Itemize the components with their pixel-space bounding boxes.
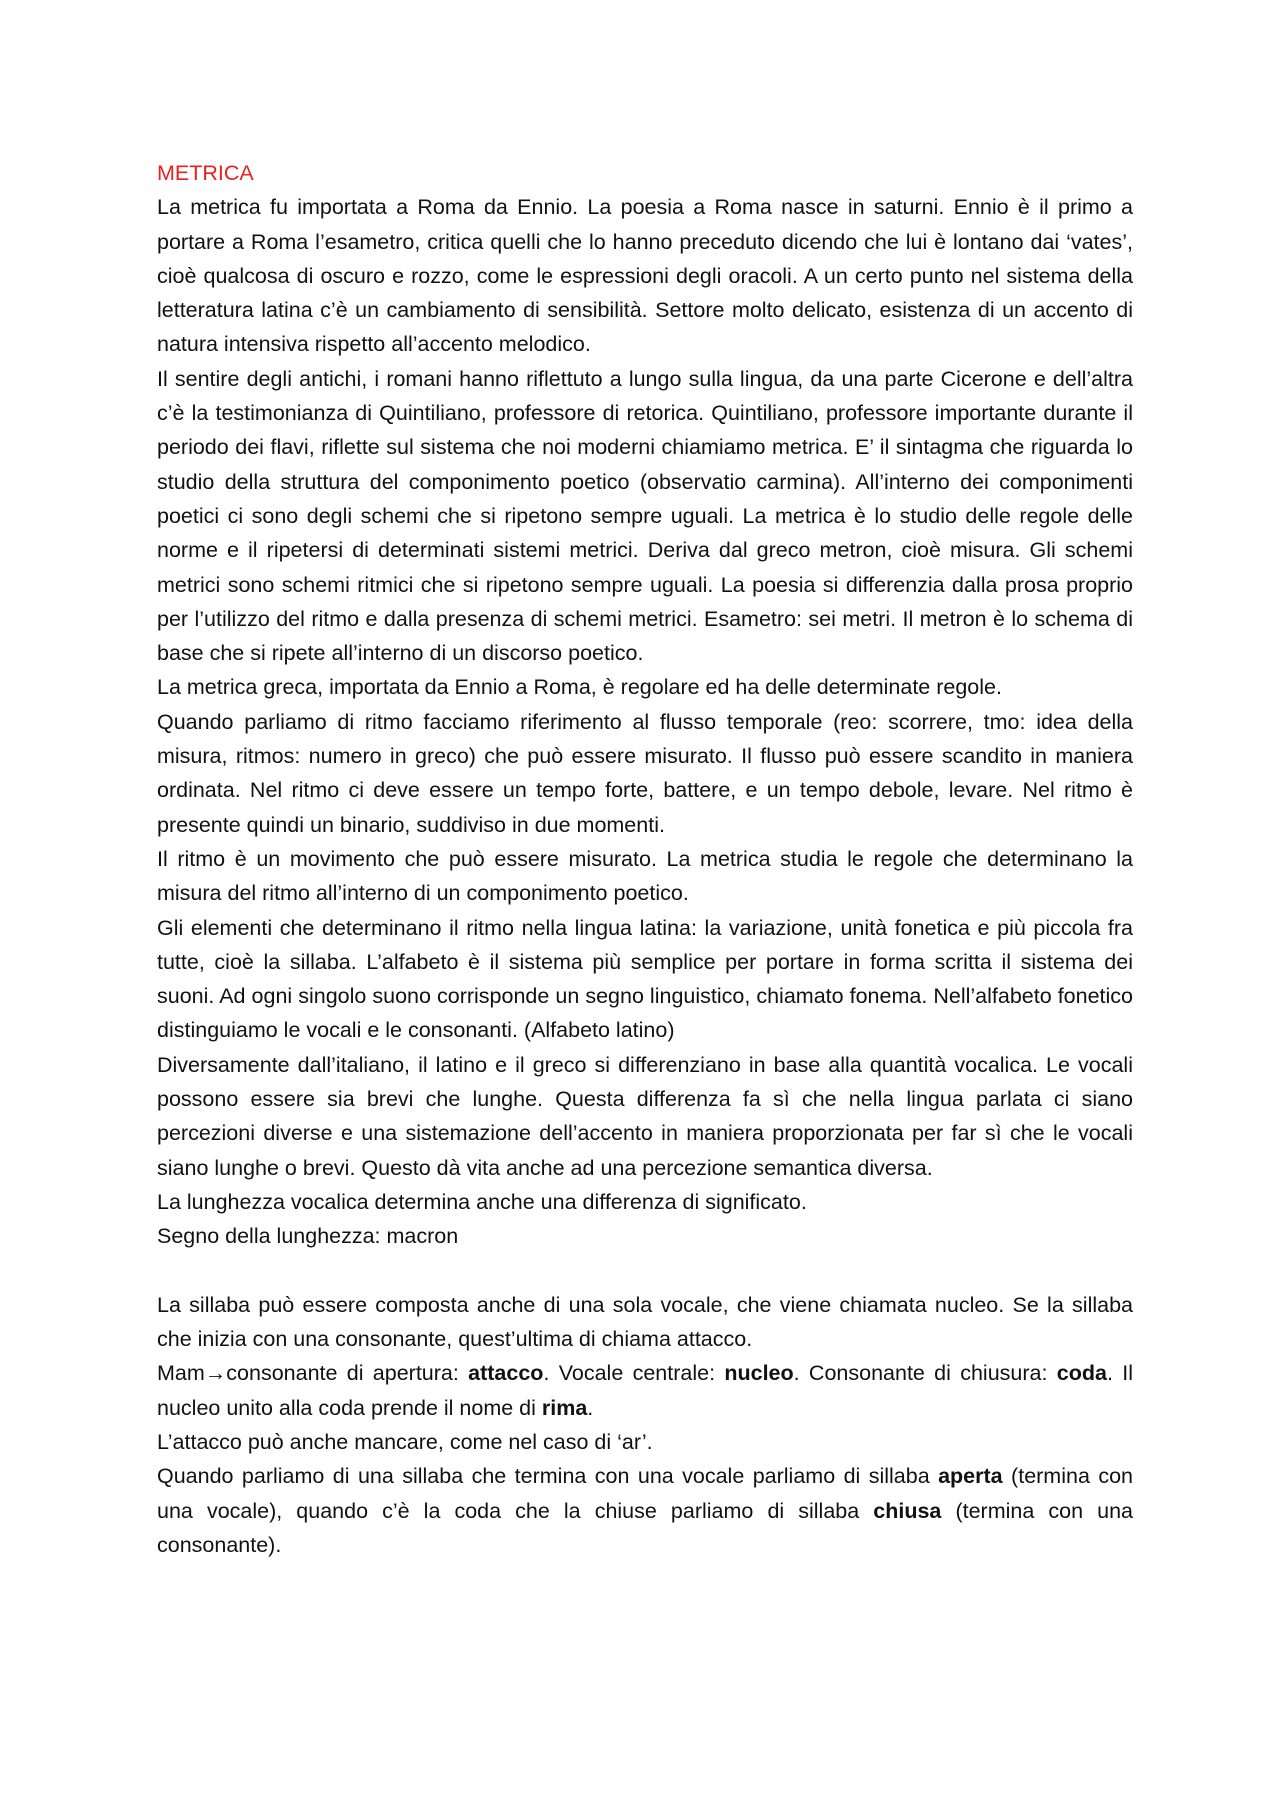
paragraph-intro: La metrica fu importata a Roma da Ennio. La poesia a Roma nasce in saturni. Ennio è il primo a portare a Roma l’esametro, critica quelli che lo hanno preceduto dicendo che lui è lontano dai ‘vates’, cioè qualcosa di oscuro e rozzo, come le espressioni degli oracoli. A un certo punto nel sistema della letteratura latina c’è un cambiamento di sensibilità. Settore molto delicato, esistenza di un accento di natura intensiva rispetto all’accento melodico. <box>157 195 1133 357</box>
sillaba-text-1: Quando parliamo di una sillaba che termina con una vocale parliamo di sillaba <box>157 1464 939 1489</box>
paragraph-ritmo: Quando parliamo di ritmo facciamo riferimento al flusso temporale (reo: scorrere, tmo: idea della misura, ritmos: numero in greco) che può essere misurato. Il flusso può essere scandito in maniera ordinata. Nel ritmo ci deve essere un tempo forte, battere, e un tempo debole, levare. Nel ritmo è presente quindi un binario, suddiviso in due momenti. <box>157 709 1133 837</box>
term-aperta: aperta <box>938 1464 1003 1489</box>
blank-line <box>157 1254 1133 1288</box>
term-attacco: attacco <box>468 1361 544 1386</box>
paragraph-sillaba-nucleo: La sillaba può essere composta anche di una sola vocale, che viene chiamata nucleo. Se la sillaba che inizia con una consonante, quest’ultima di chiama attacco. <box>157 1292 1133 1352</box>
document-page <box>157 156 1133 1562</box>
document-title: METRICA <box>157 161 254 185</box>
paragraph-lunghezza: La lunghezza vocalica determina anche una differenza di significato. <box>157 1189 807 1214</box>
sillaba-text-2: (termina con una vocale), quando c’è la coda che la chiuse parliamo di sillaba <box>157 1464 1133 1523</box>
right-arrow-icon: → <box>204 1361 227 1386</box>
mam-text-5: . <box>587 1395 594 1420</box>
paragraph-mam <box>157 1356 1133 1425</box>
mam-text-4: . Il nucleo unito alla coda prende il nome di <box>157 1361 1133 1420</box>
paragraph-movimento: Il ritmo è un movimento che può essere misurato. La metrica studia le regole che determinano la misura del ritmo all’interno di un componimento poetico. <box>157 846 1133 906</box>
term-rima: rima <box>541 1395 588 1420</box>
paragraph-quantita: Diversamente dall’italiano, il latino e il greco si differenziano in base alla quantità vocalica. Le vocali possono essere sia brevi che lunghe. Questa differenza fa sì che nella lingua parlata ci siano percezioni diverse e una sistemazione dell’accento in maniera proporzionata per far sì che le vocali siano lunghe o brevi. Questo dà vita anche ad una percezione semantica diversa. <box>157 1052 1133 1180</box>
term-nucleo: nucleo <box>724 1361 794 1386</box>
paragraph-sillaba-aperta-chiusa <box>157 1459 1133 1562</box>
sillaba-text-3: (termina con una consonante). <box>157 1498 1133 1557</box>
paragraph-elementi: Gli elementi che determinano il ritmo nella lingua latina: la variazione, unità fonetica e più piccola fra tutte, cioè la sillaba. L’alfabeto è il sistema più semplice per portare in forma scritta il sistema dei suoni. Ad ogni singolo suono corrisponde un segno linguistico, chiamato fonema. Nell’alfabeto fonetico distinguiamo le vocali e le consonanti. (Alfabeto latino) <box>157 915 1133 1043</box>
paragraph-attacco-note: L’attacco può anche mancare, come nel caso di ‘ar’. <box>157 1429 653 1454</box>
mam-text-3: . Consonante di chiusura: <box>793 1361 1057 1386</box>
paragraph-macron: Segno della lunghezza: macron <box>157 1224 459 1249</box>
mam-text-1: consonante di apertura: <box>226 1361 469 1386</box>
mam-word: Mam <box>157 1361 205 1386</box>
term-chiusa: chiusa <box>873 1498 942 1523</box>
paragraph-antichi: Il sentire degli antichi, i romani hanno riflettuto a lungo sulla lingua, da una parte Cicerone e dell’altra c’è la testimonianza di Quintiliano, professore di retorica. Quintiliano, professore importante durante il periodo dei flavi, riflette sul sistema che noi moderni chiamiamo metrica. E’ il sintagma che riguarda lo studio della struttura del componimento poetico (observatio carmina). All’interno dei componimenti poetici ci sono degli schemi che si ripetono sempre uguali. La metrica è lo studio delle regole delle norme e il ripetersi di determinati sistemi metrici. Deriva dal greco metron, cioè misura. Gli schemi metrici sono schemi ritmici che si ripetono sempre uguali. La poesia si differenzia dalla prosa proprio per l’utilizzo del ritmo e dalla presenza di schemi metrici. Esametro: sei metri. Il metron è lo schema di base che si ripete all’interno di un discorso poetico. <box>157 366 1133 666</box>
mam-text-2: . Vocale centrale: <box>543 1361 725 1386</box>
paragraph-metrica-greca: La metrica greca, importata da Ennio a Roma, è regolare ed ha delle determinate regole. <box>157 675 1002 700</box>
term-coda: coda <box>1056 1361 1107 1386</box>
